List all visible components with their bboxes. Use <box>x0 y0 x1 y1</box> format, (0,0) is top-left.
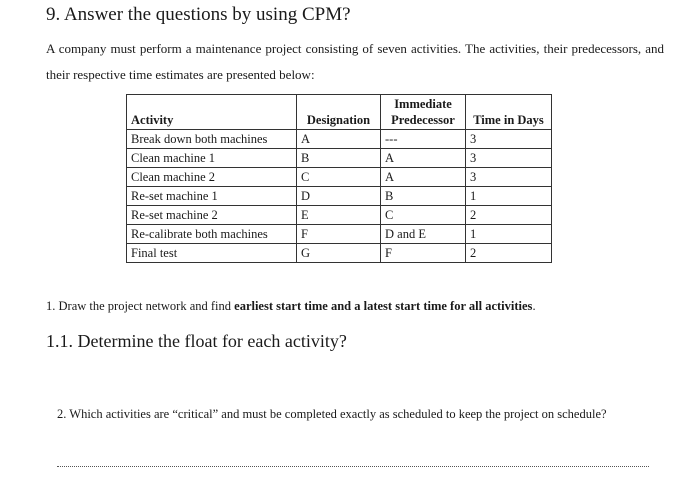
cell-time: 3 <box>466 130 552 149</box>
cell-time: 3 <box>466 168 552 187</box>
header-predecessor-line2: Predecessor <box>391 113 455 127</box>
cell-time: 2 <box>466 244 552 263</box>
header-designation: Designation <box>297 95 381 130</box>
cell-time: 1 <box>466 187 552 206</box>
header-time: Time in Days <box>466 95 552 130</box>
table-row <box>127 206 552 225</box>
cell-designation: C <box>297 168 381 187</box>
cell-predecessor: B <box>381 187 466 206</box>
cell-activity: Re-set machine 1 <box>127 187 297 206</box>
cell-time: 3 <box>466 149 552 168</box>
question-1-1: 1.1. Determine the float for each activity? <box>46 331 347 351</box>
cell-activity: Clean machine 2 <box>127 168 297 187</box>
question-1-emphasis: earliest start time and a latest start time for all activities <box>234 299 533 313</box>
cell-designation: D <box>297 187 381 206</box>
cell-activity: Re-calibrate both machines <box>127 225 297 244</box>
table-row <box>127 149 552 168</box>
cell-predecessor: A <box>381 168 466 187</box>
question-1-prefix: 1. Draw the project network and find <box>46 299 235 313</box>
header-predecessor-line1: Immediate <box>394 97 452 111</box>
cell-activity: Final test <box>127 244 297 263</box>
cell-designation: E <box>297 206 381 225</box>
cell-designation: B <box>297 149 381 168</box>
question-1-suffix: . <box>532 299 536 313</box>
header-predecessor <box>381 95 466 130</box>
table-row <box>127 130 552 149</box>
cell-activity: Re-set machine 2 <box>127 206 297 225</box>
question-2: 2. Which activities are “critical” and must be completed exactly as scheduled to keep the project on schedule? <box>57 407 607 421</box>
cell-predecessor: C <box>381 206 466 225</box>
table-row <box>127 244 552 263</box>
cell-time: 1 <box>466 225 552 244</box>
activity-table <box>126 94 552 263</box>
cell-activity: Clean machine 1 <box>127 149 297 168</box>
table-row <box>127 225 552 244</box>
cell-predecessor: D and E <box>381 225 466 244</box>
table-row <box>127 187 552 206</box>
table-row <box>127 168 552 187</box>
question-title: 9. Answer the questions by using CPM? <box>46 4 351 25</box>
cell-predecessor: F <box>381 244 466 263</box>
table-header-row <box>127 95 552 130</box>
cell-designation: A <box>297 130 381 149</box>
cell-activity: Break down both machines <box>127 130 297 149</box>
cell-time: 2 <box>466 206 552 225</box>
cell-predecessor: A <box>381 149 466 168</box>
cell-designation: F <box>297 225 381 244</box>
cell-predecessor: --- <box>381 130 466 149</box>
question-intro: A company must perform a maintenance project consisting of seven activities. The activities, their predecessors, and their respective time estimates are presented below: <box>46 41 664 82</box>
question-1 <box>46 299 536 314</box>
cell-designation: G <box>297 244 381 263</box>
answer-line <box>57 466 649 467</box>
header-activity: Activity <box>127 95 297 130</box>
